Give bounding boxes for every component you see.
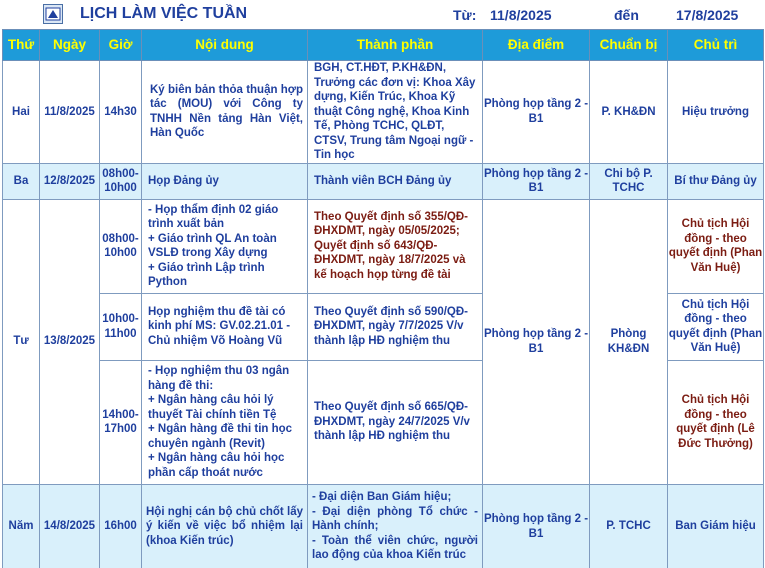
participants-cell: Theo Quyết định số 665/QĐ-ĐHXDMT, ngày 24/7/2025 V/v thành lập HĐ nghiệm thu — [308, 360, 483, 484]
prepare-cell: Phòng KH&ĐN — [590, 199, 668, 484]
participants-cell: Thành viên BCH Đảng ủy — [308, 163, 483, 199]
table-header-row — [3, 30, 764, 61]
chair-cell: Hiệu trưởng — [668, 61, 764, 164]
content-line: - Họp thẩm định 02 giáo trình xuất bản — [148, 203, 279, 230]
page-title: LỊCH LÀM VIỆC TUẦN — [80, 5, 248, 22]
table-row — [3, 484, 764, 568]
time-cell: 08h00-10h00 — [100, 163, 142, 199]
content-line: + Giáo trình QL An toàn VSLĐ trong Xây dựng — [148, 232, 277, 259]
prepare-cell: P. TCHC — [590, 484, 668, 568]
day-cell: Ba — [3, 163, 40, 199]
prepare-cell: Chi bộ P. TCHC — [590, 163, 668, 199]
chair-cell: Chủ tịch Hội đồng - theo quyết định (Phan Văn Huệ) — [668, 199, 764, 293]
col-header-time: Giờ — [100, 30, 142, 61]
date-cell: 11/8/2025 — [40, 61, 100, 164]
content-line: + Giáo trình Lập trình Python — [148, 261, 265, 288]
participants-cell: Theo Quyết định số 355/QĐ-ĐHXDMT, ngày 05/05/2025; Quyết định số 643/QĐ-ĐHXDMT, ngày 18/7/2025 và kế hoạch họp từng đề tài — [308, 199, 483, 293]
content-line: + Ngân hàng câu hỏi lý thuyết Tài chính tiền Tệ — [148, 394, 277, 421]
location-cell: Phòng họp tầng 2 - B1 — [483, 61, 590, 164]
from-label: Từ: — [453, 7, 477, 23]
school-logo-icon — [43, 4, 63, 24]
chair-cell: Chủ tịch Hội đồng - theo quyết định (Phan Văn Huệ) — [668, 293, 764, 360]
content-line: + Ngân hàng đề thi tin học chuyên ngành (Revit) — [148, 423, 293, 450]
participants-line: - Đại diện Ban Giám hiệu; — [312, 491, 452, 504]
page-header — [0, 0, 765, 29]
content-cell — [142, 360, 308, 484]
participants-cell: BGH, CT.HĐT, P.KH&ĐN, Trưởng các đơn vị: Khoa Xây dựng, Kiến Trúc, Khoa Kỹ thuật Công nghệ, Khoa Kinh Tế, Phòng TCHC, QLĐT, CTSV, Trung tâm Ngoại ngữ - Tin học — [308, 61, 483, 164]
chair-cell: Chủ tịch Hội đồng - theo quyết định (Lê Đức Thưởng) — [668, 360, 764, 484]
location-cell: Phòng họp tầng 2 - B1 — [483, 484, 590, 568]
table-row — [3, 61, 764, 164]
from-date: 11/8/2025 — [490, 7, 552, 23]
to-label: đến — [614, 7, 639, 23]
participants-cell: Theo Quyết định số 590/QĐ-ĐHXDMT, ngày 7/7/2025 V/v thành lập HĐ nghiệm thu — [308, 293, 483, 360]
content-cell — [142, 199, 308, 293]
col-header-content: Nội dung — [142, 30, 308, 61]
day-cell: Năm — [3, 484, 40, 568]
location-cell: Phòng họp tầng 2 - B1 — [483, 199, 590, 484]
content-line: + Ngân hàng câu hỏi học phần cấp thoát nước — [148, 452, 285, 479]
date-cell: 13/8/2025 — [40, 199, 100, 484]
col-header-date: Ngày — [40, 30, 100, 61]
schedule-table — [2, 29, 764, 568]
time-cell: 10h00-11h00 — [100, 293, 142, 360]
participants-line: - Toàn thể viên chức, người lao động của khoa Kiến trúc — [312, 534, 478, 562]
content-cell: Họp Đảng ủy — [142, 163, 308, 199]
col-header-participants: Thành phần — [308, 30, 483, 61]
table-row — [3, 199, 764, 293]
content-cell: Họp nghiệm thu đề tài có kinh phí MS: GV.02.21.01 - Chủ nhiệm Võ Hoàng Vũ — [142, 293, 308, 360]
chair-cell: Ban Giám hiệu — [668, 484, 764, 568]
participants-cell — [308, 484, 483, 568]
location-cell: Phòng họp tầng 2 - B1 — [483, 163, 590, 199]
col-header-location: Địa điểm — [483, 30, 590, 61]
time-cell: 16h00 — [100, 484, 142, 568]
content-line: - Họp nghiệm thu 03 ngân hàng đề thi: — [148, 365, 290, 392]
participants-line: - Đại diện phòng Tổ chức - Hành chính; — [312, 505, 478, 533]
day-cell: Tư — [3, 199, 40, 484]
time-cell: 14h00-17h00 — [100, 360, 142, 484]
chair-cell: Bí thư Đảng ủy — [668, 163, 764, 199]
date-cell: 12/8/2025 — [40, 163, 100, 199]
table-row — [3, 163, 764, 199]
to-date: 17/8/2025 — [676, 7, 739, 23]
time-cell: 14h30 — [100, 61, 142, 164]
content-cell: Hội nghị cán bộ chủ chốt lấy ý kiến về việc bổ nhiệm lại (khoa Kiến trúc) — [142, 484, 308, 568]
content-cell: Ký biên bản thỏa thuận hợp tác (MOU) với Công ty TNHH Nền tảng Hàn Việt, Hàn Quốc — [142, 61, 308, 164]
col-header-prepare: Chuẩn bị — [590, 30, 668, 61]
col-header-chair: Chủ trì — [668, 30, 764, 61]
prepare-cell: P. KH&ĐN — [590, 61, 668, 164]
time-cell: 08h00-10h00 — [100, 199, 142, 293]
day-cell: Hai — [3, 61, 40, 164]
date-cell: 14/8/2025 — [40, 484, 100, 568]
col-header-day: Thứ — [3, 30, 40, 61]
